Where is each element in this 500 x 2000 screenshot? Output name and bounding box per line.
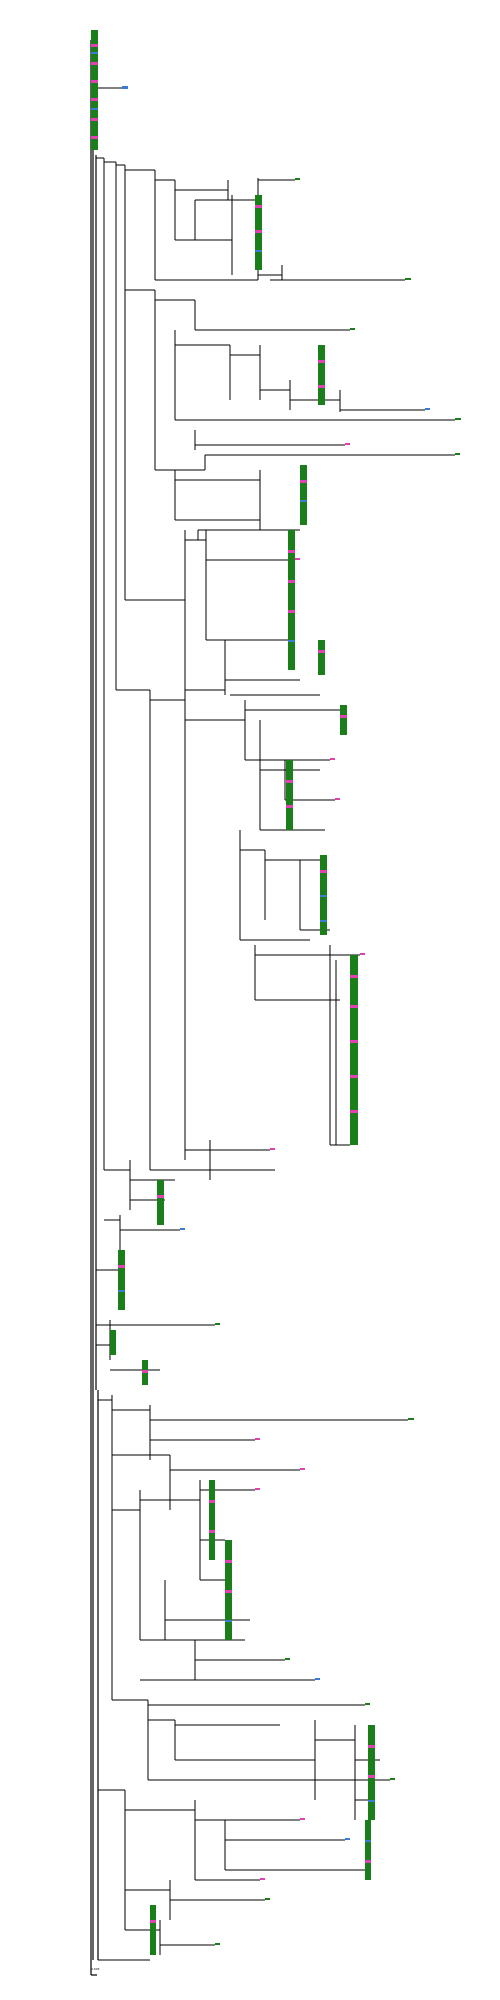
tree-spine xyxy=(91,40,98,1975)
clade-bottom xyxy=(98,1700,390,1960)
clade-lower xyxy=(98,1395,408,1700)
top-basal-clade xyxy=(91,30,128,150)
leaf-color-stack xyxy=(91,30,98,150)
scale-bar-label: 0.005 xyxy=(91,1967,100,1971)
